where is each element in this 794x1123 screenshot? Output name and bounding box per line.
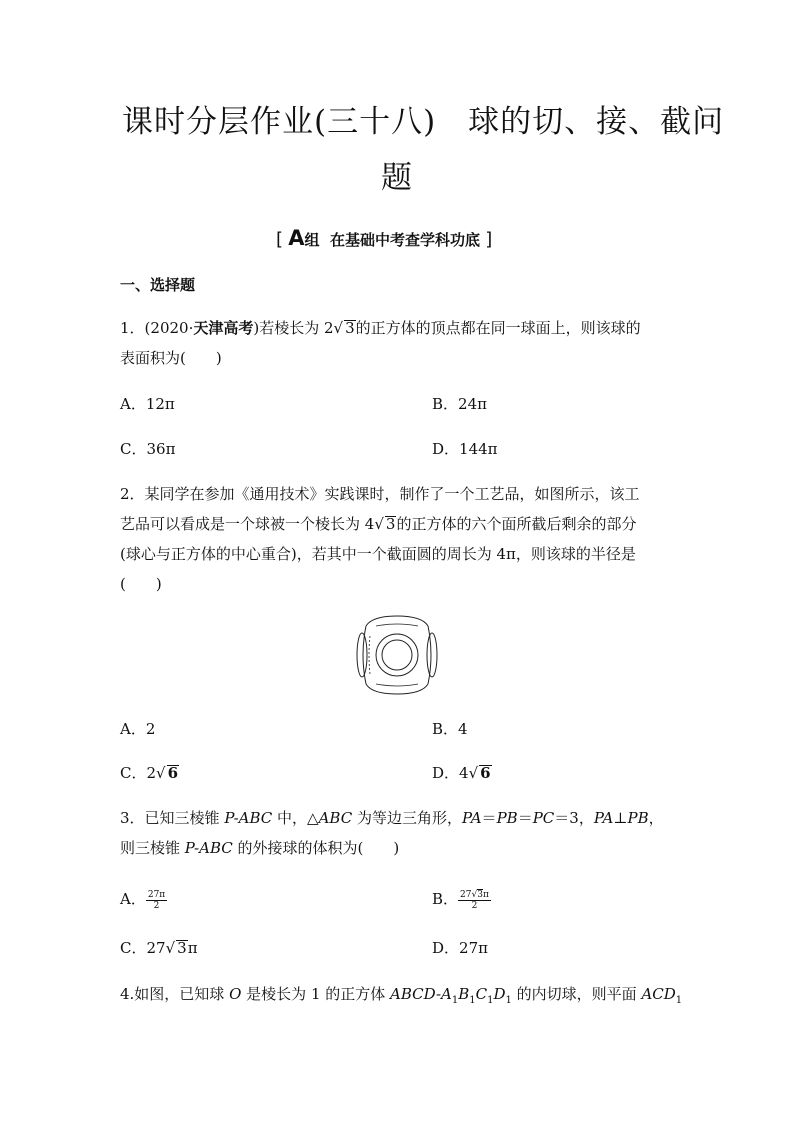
- sqrt-icon: √: [156, 764, 166, 782]
- q2-option-c: [120, 759, 179, 788]
- q3-opt-b-den: 2: [471, 900, 478, 911]
- q2-line2-a: 艺品可以看成是一个球被一个棱长为 4: [120, 515, 375, 533]
- q3-opt-c-pre: C．27: [120, 939, 166, 957]
- q3-t7: ＝: [481, 809, 497, 827]
- q3-t1: 3．已知三棱锥: [120, 809, 225, 827]
- q2-radicand: 3: [385, 515, 396, 533]
- q3-opt-a-pre: A．: [120, 890, 146, 908]
- q3-option-c: [120, 934, 198, 963]
- q4-a: 4.如图，已知球: [120, 985, 230, 1003]
- q4-i: ACD: [641, 985, 676, 1003]
- q3-t2: P-ABC: [224, 809, 273, 827]
- q4-g: D: [493, 985, 506, 1003]
- q2-option-a: A．2: [120, 720, 156, 738]
- question-3-line-1: [120, 804, 664, 833]
- q1-option-a: A．12π: [120, 395, 175, 413]
- sqrt-icon: √: [468, 764, 479, 782]
- q3-l2-c: 的外接球的体积为( ): [232, 839, 400, 857]
- sqrt-icon: √: [333, 319, 344, 337]
- q2-option-b: B．4: [432, 720, 468, 738]
- group-label: [276, 226, 492, 250]
- q3-opt-a-num: 27π: [147, 889, 166, 900]
- q3-t10: PC: [532, 809, 555, 827]
- q1-mid: )若棱长为 2: [253, 319, 334, 337]
- page-title: 课时分层作业(三十八) 球的切、接、截问: [122, 104, 725, 140]
- q1-source: 天津高考: [193, 319, 254, 337]
- sqrt-icon: √: [165, 939, 176, 957]
- sphere-cube-figure-icon: [352, 612, 442, 696]
- page-title-continued: 题: [381, 160, 413, 196]
- q3-option-a: [120, 885, 167, 914]
- q3-t12: PA: [593, 809, 614, 827]
- q4-s5: 1: [675, 995, 683, 1006]
- q4-h: 的内切球，则平面: [511, 985, 642, 1003]
- q3-opt-b-num: [458, 890, 491, 901]
- q2-opt-d-radicand: 6: [480, 764, 491, 782]
- question-1-line-1: [120, 314, 641, 343]
- q3-t15: ，: [648, 809, 664, 827]
- q3-opt-b-num-rad: 3: [477, 889, 483, 900]
- q2-line2-b: 的正方体的六个面所截后剩余的部分: [396, 515, 637, 533]
- q3-t4: ABC: [318, 809, 353, 827]
- bracket-close: ]: [485, 229, 493, 250]
- q3-opt-a-fraction: [146, 890, 167, 911]
- q3-t5: 为等边三角形，: [352, 809, 462, 827]
- q1-option-c: C．36π: [120, 440, 176, 458]
- q3-t8: PB: [496, 809, 518, 827]
- q4-f: C: [475, 985, 488, 1003]
- q1-rest: 的正方体的顶点都在同一球面上，则该球的: [355, 319, 641, 337]
- question-1-line-2: 表面积为( ): [120, 349, 222, 367]
- q3-t14: PB: [627, 809, 649, 827]
- sqrt-icon: √: [374, 515, 384, 533]
- q2-opt-c-pre: C．2: [120, 764, 157, 782]
- q3-opt-a-den: 2: [153, 900, 160, 911]
- q3-t13: ⊥: [613, 809, 628, 827]
- bracket-open: [: [276, 229, 284, 250]
- q4-s1: 1: [451, 995, 459, 1006]
- q3-option-b: [432, 885, 491, 914]
- question-2-line-1: 2．某同学在参加《通用技术》实践课时，制作了一个工艺品，如图所示，该工: [120, 485, 640, 503]
- q3-t9: ＝: [517, 809, 533, 827]
- question-2-line-3: (球心与正方体的中心重合)，若其中一个截面圆的周长为 4π，则该球的半径是: [120, 545, 636, 563]
- q3-opt-b-num-b: π: [482, 889, 489, 900]
- q4-s4: 1: [505, 995, 512, 1006]
- q3-option-d: D．27π: [432, 939, 488, 957]
- q3-opt-b-pre: B．: [432, 890, 459, 908]
- q3-opt-c-radicand: 3: [177, 939, 187, 957]
- question-3-line-2: [120, 834, 399, 863]
- q3-t11: ＝3，: [554, 809, 594, 827]
- group-word: 组: [304, 231, 320, 249]
- group-letter: A: [288, 226, 305, 250]
- question-2-line-2: [120, 510, 636, 539]
- question-2-line-4: ( ): [120, 575, 162, 593]
- q1-radicand: 3: [345, 319, 355, 337]
- q4-b: O: [229, 985, 242, 1003]
- section-title: 一、选择题: [120, 276, 196, 294]
- group-text: 在基础中考查学科功底: [330, 231, 481, 249]
- q2-option-d: [432, 759, 492, 788]
- q2-opt-d-pre: D．4: [432, 764, 469, 782]
- q4-d: ABCD-A: [390, 985, 452, 1003]
- q4-s2: 1: [469, 995, 476, 1006]
- q4-c: 是棱长为 1 的正方体: [241, 985, 391, 1003]
- q3-opt-b-num-a: 27: [460, 889, 472, 900]
- q1-option-d: D．144π: [432, 440, 498, 458]
- q3-l2-a: 则三棱锥: [120, 839, 185, 857]
- q3-l2-b: P-ABC: [184, 839, 233, 857]
- q4-s3: 1: [487, 995, 494, 1006]
- sqrt-icon: √: [471, 889, 478, 900]
- q3-t3: 中，△: [272, 809, 319, 827]
- q3-opt-b-fraction: [458, 890, 491, 911]
- q3-t6: PA: [461, 809, 482, 827]
- question-4-line-1: [120, 980, 682, 1015]
- q3-opt-c-post: π: [187, 939, 198, 957]
- q4-e: B: [458, 985, 470, 1003]
- q1-prefix: 1．(2020·: [120, 319, 194, 337]
- q2-opt-c-radicand: 6: [167, 764, 179, 782]
- q1-option-b: B．24π: [432, 395, 487, 413]
